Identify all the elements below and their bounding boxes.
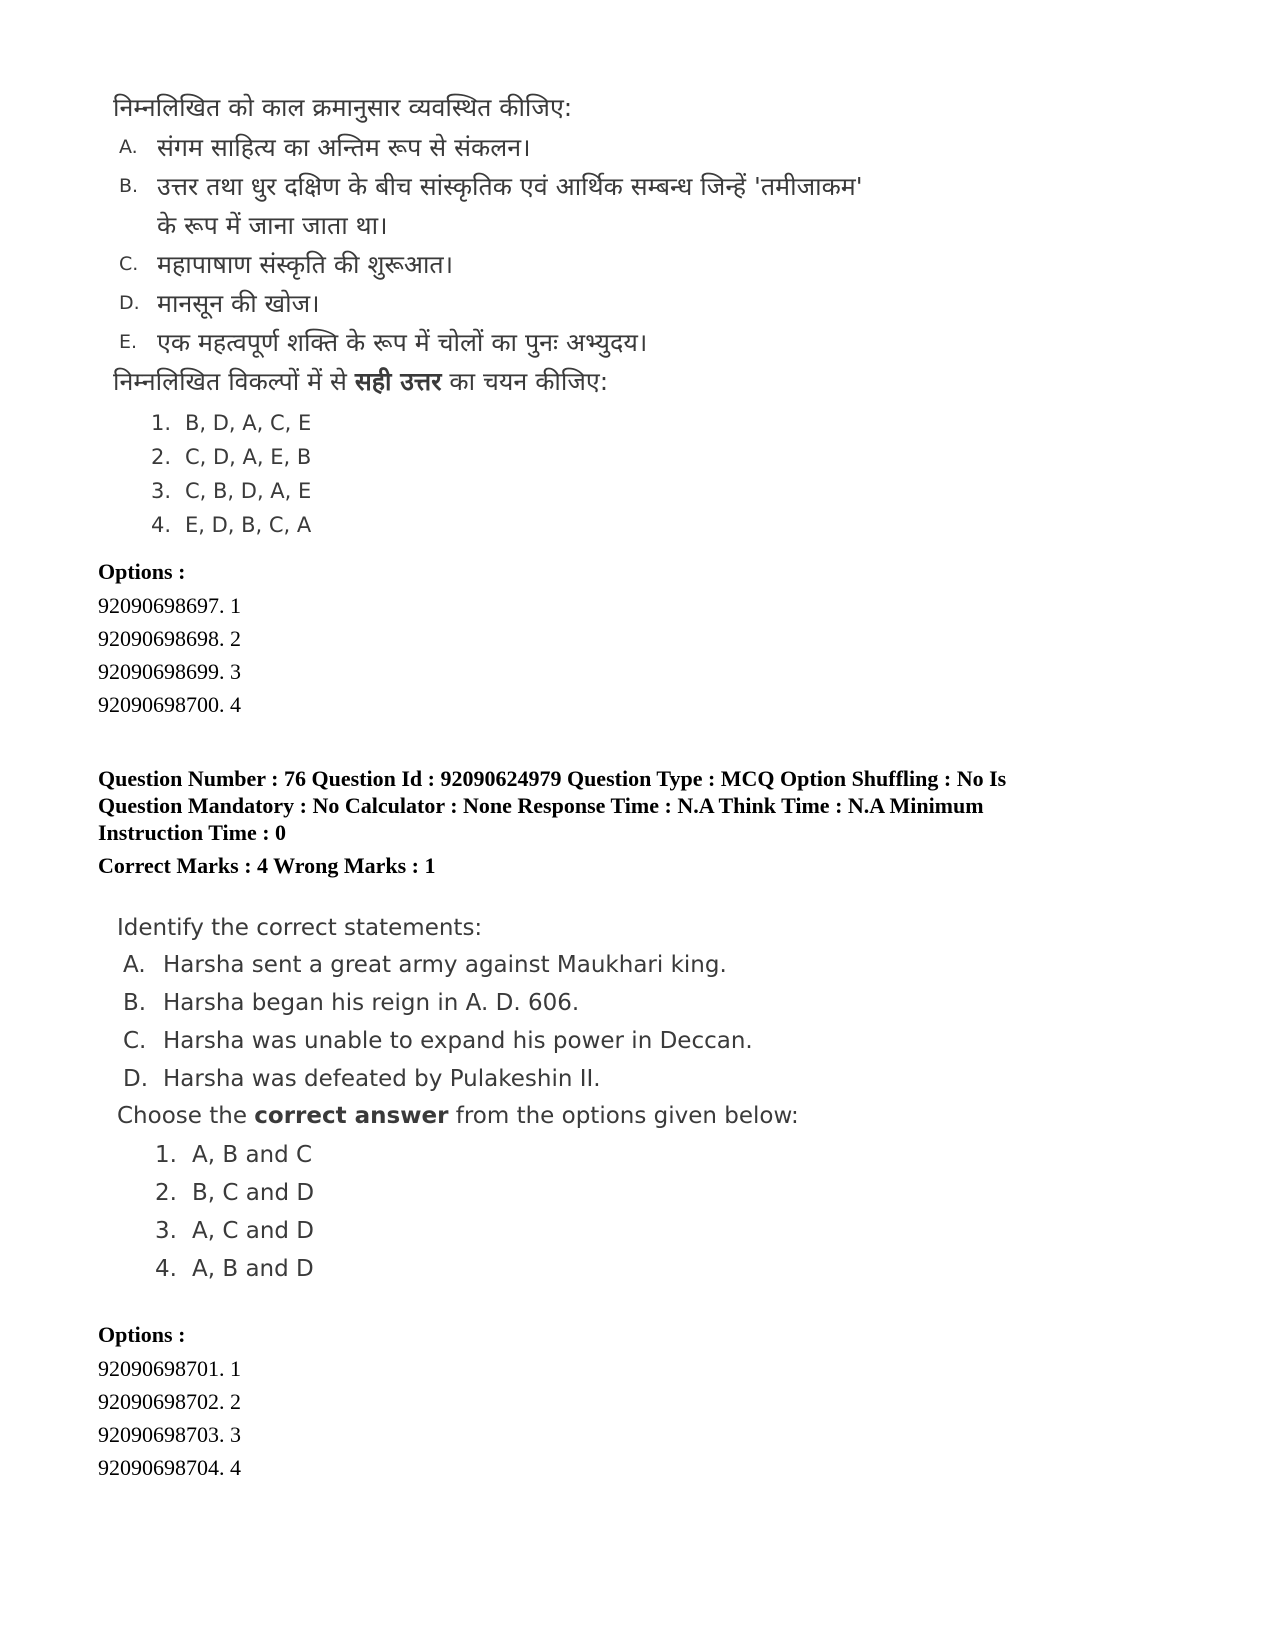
statement-item — [117, 1022, 1017, 1060]
statement-letter: C. — [119, 253, 139, 275]
statement-item — [113, 128, 1013, 167]
statement-list — [113, 128, 1013, 362]
choice-item — [151, 440, 1013, 474]
choice-text: A, B and D — [192, 1256, 314, 1282]
choice-number: 2. — [155, 1180, 177, 1206]
statement-list — [117, 946, 1017, 1098]
choice-number: 4. — [155, 1256, 177, 1282]
statement-item — [113, 284, 1013, 323]
marks-line: Correct Marks : 4 Wrong Marks : 1 — [98, 853, 436, 878]
option-item: 92090698702. 2 — [98, 1389, 241, 1414]
statement-text: Harsha was defeated by Pulakeshin II. — [163, 1066, 601, 1092]
choice-item — [151, 406, 1013, 440]
question-meta — [98, 765, 1098, 879]
options-header: Options : — [98, 559, 186, 584]
statement-text: Harsha began his reign in A. D. 606. — [163, 990, 580, 1016]
statement-text: Harsha sent a great army against Maukhari king. — [163, 952, 727, 978]
choice-text: A, C and D — [192, 1218, 315, 1244]
choice-text: C, D, A, E, B — [185, 445, 312, 469]
statement-letter: C. — [123, 1028, 147, 1054]
choice-number: 3. — [155, 1218, 177, 1244]
option-item: 92090698700. 4 — [98, 692, 241, 717]
statement-item — [117, 984, 1017, 1022]
choice-item — [155, 1174, 1017, 1212]
choice-number: 4. — [151, 513, 172, 537]
statement-text: उत्तर तथा धुर दक्षिण के बीच सांस्कृतिक एवं आर्थिक सम्बन्ध जिन्हें 'तमीजाकम' के रूप में जाना जाता था। — [157, 172, 863, 240]
meta-line: Question Mandatory : No Calculator : None Response Time : N.A Think Time : N.A Minimum — [98, 793, 984, 818]
statement-letter: B. — [123, 990, 147, 1016]
choice-text: E, D, B, C, A — [185, 513, 312, 537]
instruction-post: का चयन कीजिए: — [441, 367, 609, 396]
statement-letter: A. — [119, 136, 138, 158]
statement-letter: A. — [123, 952, 146, 978]
choice-text: B, D, A, C, E — [185, 411, 312, 435]
option-item: 92090698698. 2 — [98, 626, 241, 651]
statement-item — [113, 245, 1013, 284]
statement-text: एक महत्वपूर्ण शक्ति के रूप में चोलों का पुनः अभ्युदय। — [157, 328, 648, 357]
options-block-1 — [98, 555, 698, 721]
answer-instruction — [117, 1098, 1017, 1134]
choice-list — [155, 1136, 1017, 1288]
choice-item — [151, 508, 1013, 542]
options-block-2 — [98, 1318, 698, 1484]
statement-item — [117, 946, 1017, 984]
choice-number: 1. — [151, 411, 172, 435]
instruction-bold: सही उत्तर — [354, 367, 442, 396]
statement-text: महापाषाण संस्कृति की शुरूआत। — [157, 250, 454, 279]
instruction-pre: Choose the — [117, 1103, 255, 1129]
instruction-post: from the options given below: — [448, 1103, 799, 1129]
statement-letter: B. — [119, 175, 139, 197]
option-item: 92090698699. 3 — [98, 659, 241, 684]
statement-letter: D. — [119, 292, 140, 314]
question-stem: Identify the correct statements: — [117, 915, 483, 941]
statement-letter: D. — [123, 1066, 149, 1092]
choice-item — [155, 1212, 1017, 1250]
statement-item — [113, 167, 1013, 245]
choice-number: 2. — [151, 445, 172, 469]
statement-text: संगम साहित्य का अन्तिम रूप से संकलन। — [157, 133, 531, 162]
question-english-block — [117, 910, 1017, 1288]
choice-list — [151, 406, 1013, 542]
meta-line: Question Number : 76 Question Id : 92090624979 Question Type : MCQ Option Shuffling : No Is — [98, 766, 1007, 791]
question-hindi-block — [113, 88, 1013, 542]
choice-item — [155, 1250, 1017, 1288]
option-item: 92090698703. 3 — [98, 1422, 241, 1447]
option-item: 92090698701. 1 — [98, 1356, 241, 1381]
statement-item — [113, 323, 1013, 362]
options-header: Options : — [98, 1322, 186, 1347]
option-item: 92090698697. 1 — [98, 593, 241, 618]
statement-item — [117, 1060, 1017, 1098]
choice-number: 3. — [151, 479, 172, 503]
statement-letter: E. — [119, 331, 138, 353]
meta-line: Instruction Time : 0 — [98, 820, 287, 845]
question-stem: निम्नलिखित को काल क्रमानुसार व्यवस्थित कीजिए: — [113, 93, 573, 122]
choice-item — [151, 474, 1013, 508]
statement-text: Harsha was unable to expand his power in Deccan. — [163, 1028, 753, 1054]
choice-text: B, C and D — [192, 1180, 315, 1206]
option-item: 92090698704. 4 — [98, 1455, 241, 1480]
choice-text: A, B and C — [192, 1142, 313, 1168]
choice-text: C, B, D, A, E — [185, 479, 312, 503]
instruction-bold: correct answer — [254, 1103, 449, 1129]
instruction-pre: निम्नलिखित विकल्पों में से — [113, 367, 355, 396]
choice-item — [155, 1136, 1017, 1174]
choice-number: 1. — [155, 1142, 177, 1168]
answer-instruction — [113, 362, 1013, 402]
statement-text: मानसून की खोज। — [157, 289, 320, 318]
